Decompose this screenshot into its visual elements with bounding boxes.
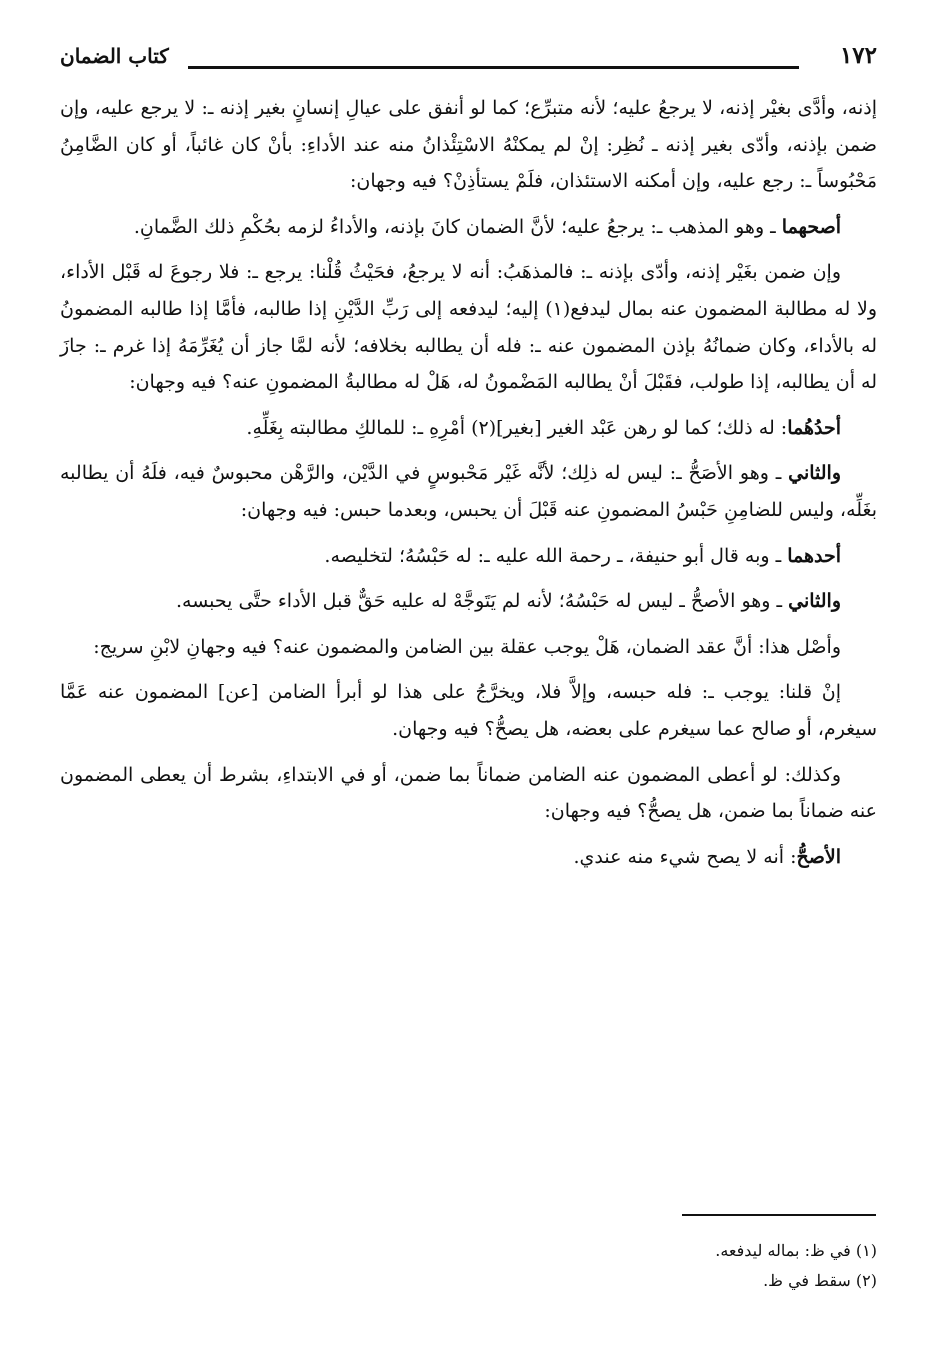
main-text — [60, 90, 877, 884]
paragraph: أحدهما ـ وبه قال أبو حنيفة، ـ رحمة الله عليه ـ: له حَبْسُهُ؛ لتخليصه. — [324, 544, 841, 567]
footnotes — [60, 1236, 877, 1296]
paragraph: وإن ضمن بغَيْر إذنه، وأدّى بإذنه ـ: فالمذهَبُ: أنه لا يرجعُ، فحَيْثُ قُلْنا: يرجع ـ: فلا رجوعَ له قَبْل الأداء، ولا له مطالبة المضمون عنه بمال ليدفع(١) إليه؛ ليدفعه إلى رَبِّ الدَّيْنِ إذا طالبه، فأمَّا إذا طالبه المضمونُ له بالأداء، وكان ضمانُهُ بإذن المضمون عنه ـ: فله أن يطالبه بخلافه؛ لأنه لمَّا جاز أن يُغَرِّمَهُ إذا غرم ـ: جازَ له أن يطالبه، إذا طولب، فقَبْلَ أنْ يطالبه المَضْمونُ له، هَلْ له مطالبةُ المضمونِ عنه؟ فيه وجهان: — [60, 261, 877, 394]
page-number: ١٧٢ — [839, 42, 877, 69]
paragraph-lead: أحدُهُما — [787, 416, 841, 439]
running-title: كتاب الضمان — [60, 44, 169, 68]
paragraph-lead: الأصحُّ — [796, 845, 841, 868]
paragraph-lead: أحدهما — [787, 544, 841, 567]
footnote: (١) في ظ: بماله ليدفعه. — [715, 1241, 877, 1260]
paragraph: أصحهما ـ وهو المذهب ـ: يرجعُ عليه؛ لأنَّ الضمان كانَ بإذنه، والأداءُ لزمه بحُكْمِ ذلك الضَّمانِ. — [133, 215, 841, 238]
paragraph: إنْ قلنا: يوجب ـ: فله حبسه، وإلاَّ فلا، ويخرَّجُ على هذا لو أبرأ الضامن [عن] المضمون عنه عَمَّا سيغرم، أو صالح عما سيغرم على بعضه، هل يصحُّ؟ فيه وجهان. — [60, 681, 877, 740]
paragraph: وكذلك: لو أعطى المضمون عنه الضامن ضماناً بما ضمن، أو في الابتداءِ، بشرط أن يعطى المضمون عنه ضماناً بما ضمن، هل يصحُّ؟ فيه وجهان: — [60, 763, 877, 823]
paragraph-lead: والثاني — [788, 590, 841, 613]
paragraph: الأصحُّ: أنه لا يصح شيء منه عندي. — [573, 845, 841, 868]
paragraph: والثاني ـ وهو الأصحُّ ـ ليس له حَبْسُهُ؛ لأنه لم يَتَوجَّهْ له عليه حَقٌّ قبل الأداء حتَّى يحبسه. — [176, 590, 841, 613]
paragraph: إذنه، وأدَّى بغيْر إذنه، لا يرجعُ عليه؛ لأنه متبرِّع؛ كما لو أنفق على عيالِ إنسانٍ بغير إذنه ـ: لا يرجع عليه، وإن ضمن بإذنه، وأدّى بغير إذنه ـ نُظِر: إنْ لم يمكنْهُ الاسْتِئْذانُ منه عند الأداءِ: بأنْ كان غائباً، أو كان الضَّامِنُ مَحْبُوساً ـ: رجع عليه، وإن أمكنه الاستئذان، فلَمْ يستأذِنْ؟ فيه وجهان: — [60, 97, 877, 193]
footnote: (٢) سقط في ظ. — [763, 1271, 877, 1290]
page-header — [60, 38, 877, 82]
paragraph-lead: والثاني — [788, 462, 841, 485]
paragraph: والثاني ـ وهو الأصَحُّ ـ: ليس له ذلِك؛ لأنَّه غَيْر مَحْبوسٍ في الدَّيْن، والرَّهْن محبوسٌ فيه، فلَهُ أن يطالبه بغَلِّه، وليس للضامِنِ حَبْسُ المضمونِ عنه قَبْلَ أن يحبس، وبعدما حبس: فيه وجهان: — [60, 462, 877, 521]
paragraph: أحدُهُما: له ذلك؛ كما لو رهن عَبْد الغير [بغير](٢) أمْرِهِ ـ: للمالكِ مطالبته بِغَلِّهِ. — [246, 416, 841, 439]
header-rule — [188, 66, 799, 69]
paragraph-lead: أصحهما — [781, 215, 841, 238]
paragraph: وأصْل هذا: أنَّ عقد الضمان، هَلْ يوجب عقلة بين الضامن والمضمون عنه؟ فيه وجهانِ لابْنِ سريج: — [93, 635, 841, 658]
footnote-separator — [682, 1214, 876, 1216]
